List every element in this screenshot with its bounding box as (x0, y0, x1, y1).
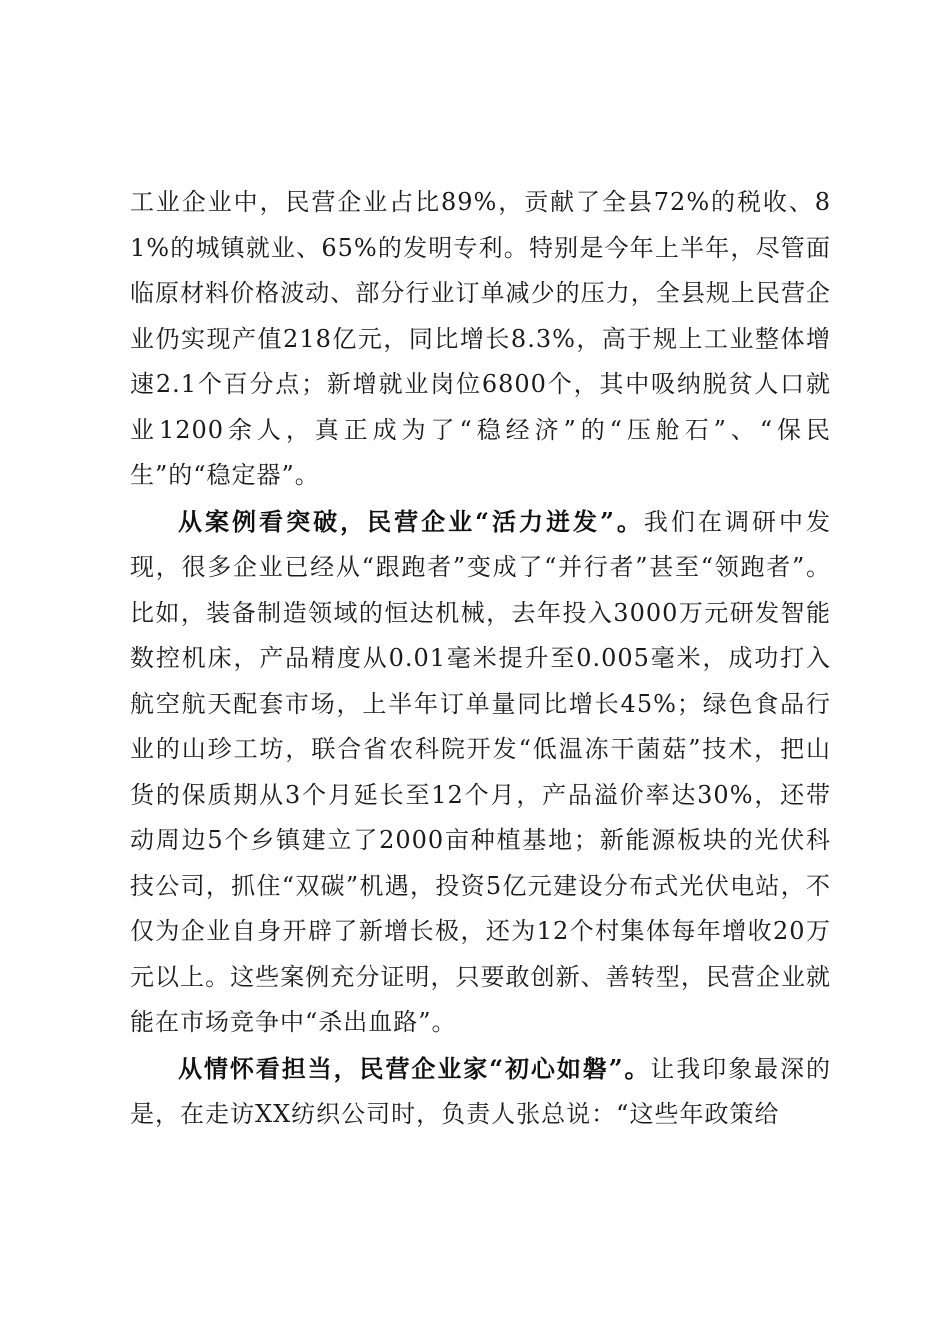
paragraph-2 (130, 499, 831, 1046)
paragraph-3-heading: 从情怀看担当，民营企业家“初心如磐”。 (178, 1053, 651, 1083)
paragraph-3-text: 让我印象最深的是，在走访XX纺织公司时，负责人张总说：“这些年政策给 (130, 1054, 832, 1128)
paragraph-2-text: 我们在调研中发现，很多企业已经从“跟跑者”变成了“并行者”甚至“领跑者”。比如，装备制造领域的恒达机械，去年投入3000万元研发智能数控机床，产品精度从0.01毫米提升至0.005毫米，成功打入航空航天配套市场，上半年订单量同比增长45%；绿色食品行业的山珍工坊，联合省农科院开发“低温冻干菌菇”技术，把山货的保质期从3个月延长至12个月，产品溢价率达30%，还带动周边5个乡镇建立了2000亩种植基地；新能源板块的光伏科技公司，抓住“双碳”机遇，投资5亿元建设分布式光伏电站，不仅为企业自身开辟了新增长极，还为12个村集体每年增收20万元以上。这些案例充分证明，只要敢创新、善转型，民营企业就能在市场竞争中“杀出血路”。 (130, 507, 832, 1036)
paragraph-2-heading: 从案例看突破，民营企业“活力迸发”。 (178, 506, 644, 536)
paragraph-1-text: 工业企业中，民营企业占比89%，贡献了全县72%的税收、81%的城镇就业、65%的发明专利。特别是今年上半年，尽管面临原材料价格波动、部分行业订单减少的压力，全县规上民营企业仍实现产值218亿元，同比增长8.3%，高于规上工业整体增速2.1个百分点；新增就业岗位6800个，其中吸纳脱贫人口就业1200余人，真正成为了“稳经济”的“压舱石”、“保民生”的“稳定器”。 (130, 188, 831, 489)
document-body (130, 180, 831, 1138)
paragraph-1 (130, 180, 831, 499)
paragraph-3 (130, 1046, 831, 1138)
